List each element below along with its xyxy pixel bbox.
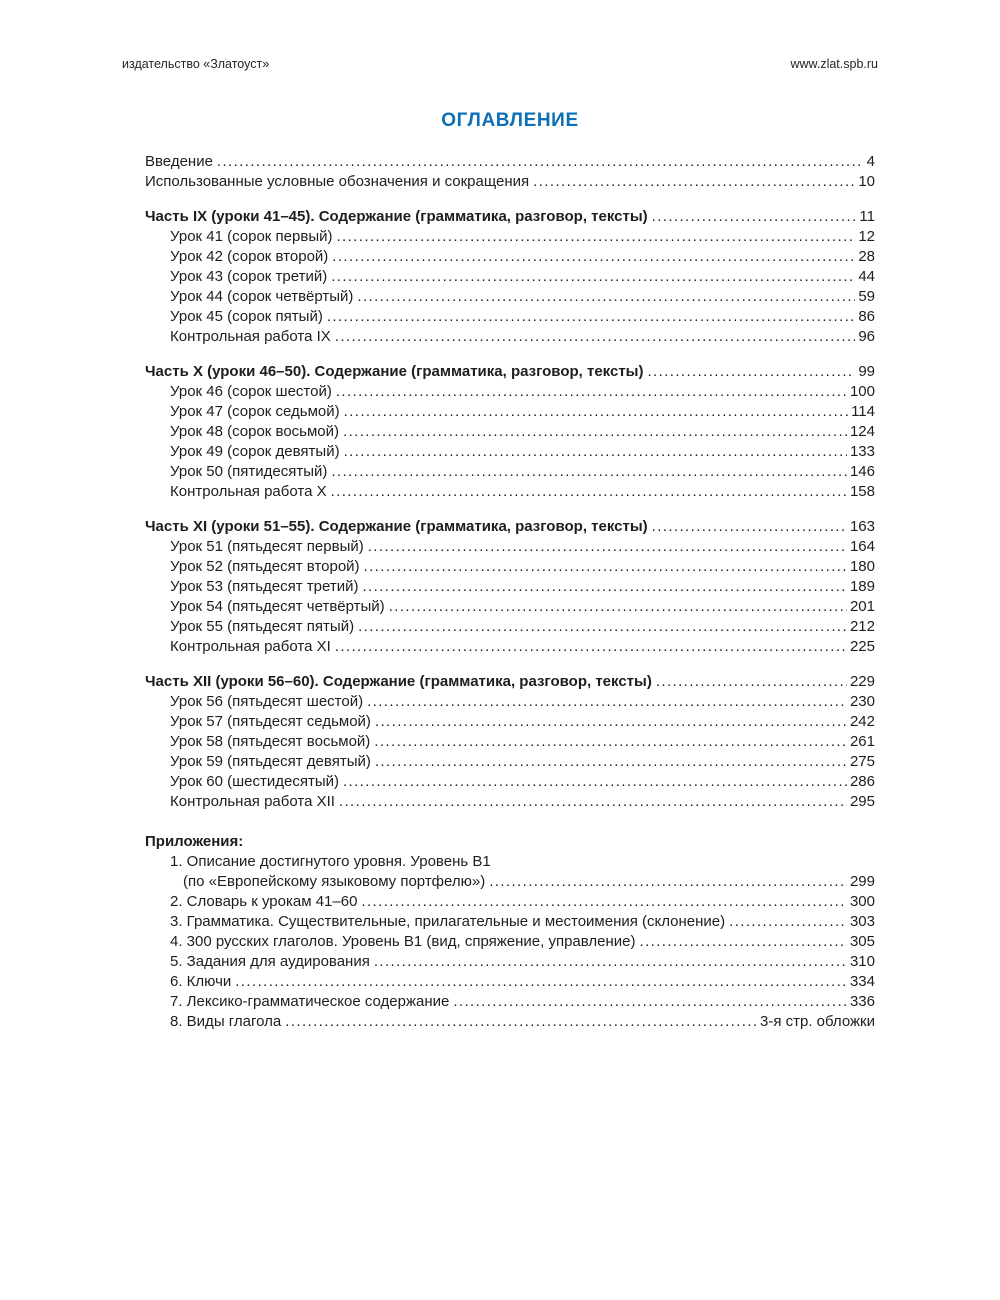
toc-lesson-row — [145, 307, 875, 327]
toc-page-number: 114 — [851, 403, 875, 420]
toc-dot-leader — [729, 912, 847, 932]
appendix-item-wrap-row — [145, 872, 875, 892]
toc-lesson-row — [145, 422, 875, 442]
toc-entry-label: Урок 47 (сорок седьмой) — [170, 403, 340, 420]
toc-page-number: 299 — [849, 873, 875, 890]
toc-page-number: 146 — [849, 463, 875, 480]
toc-dot-leader — [656, 672, 847, 692]
toc-entry-label: Урок 54 (пятьдесят четвёртый) — [170, 598, 385, 615]
toc-entry-label: 4. 300 русских глаголов. Уровень B1 (вид, спряжение, управление) — [170, 933, 636, 950]
toc-section — [145, 672, 875, 812]
appendix-item-row — [145, 1012, 875, 1032]
page-header — [122, 57, 878, 71]
toc-lesson-row — [145, 712, 875, 732]
toc-entry-label: Урок 45 (сорок пятый) — [170, 308, 323, 325]
toc-page-number: 310 — [849, 953, 875, 970]
toc-lesson-row — [145, 637, 875, 657]
toc-entry-label: Часть IX (уроки 41–45). Содержание (грамматика, разговор, тексты) — [145, 208, 648, 225]
toc-page-number: 59 — [858, 288, 875, 305]
toc-dot-leader — [235, 972, 847, 992]
toc-dot-leader — [285, 1012, 757, 1032]
toc-page-number: 189 — [849, 578, 875, 595]
toc-lesson-row — [145, 792, 875, 812]
toc-page-number: 4 — [866, 153, 875, 170]
appendix-item-row — [145, 952, 875, 972]
appendix-item-row — [145, 892, 875, 912]
toc-page-number: 164 — [849, 538, 875, 555]
toc-page-number: 229 — [849, 673, 875, 690]
toc-dot-leader — [344, 402, 848, 422]
toc-front-row — [145, 172, 875, 192]
toc-page-number: 261 — [849, 733, 875, 750]
toc-entry-label: Контрольная работа X — [170, 483, 327, 500]
toc-lesson-row — [145, 442, 875, 462]
toc-entry-label: Часть XII (уроки 56–60). Содержание (грамматика, разговор, тексты) — [145, 673, 652, 690]
toc-page-number: 86 — [858, 308, 875, 325]
toc-dot-leader — [217, 152, 864, 172]
toc-page-number: 100 — [849, 383, 875, 400]
toc-page-number: 212 — [849, 618, 875, 635]
toc-dot-leader — [374, 952, 847, 972]
toc-entry-label: Урок 46 (сорок шестой) — [170, 383, 332, 400]
toc-lesson-row — [145, 732, 875, 752]
toc-dot-leader — [533, 172, 855, 192]
appendix-heading: Приложения: — [145, 833, 244, 850]
toc-lesson-row — [145, 382, 875, 402]
toc-dot-leader — [336, 227, 855, 247]
toc-section-heading-row — [145, 517, 875, 537]
toc-entry-label: Урок 57 (пятьдесят седьмой) — [170, 713, 371, 730]
toc-entry-label: Урок 49 (сорок девятый) — [170, 443, 340, 460]
toc-page-number: 242 — [849, 713, 875, 730]
toc-page-number: 180 — [849, 558, 875, 575]
toc-entry-label: Урок 56 (пятьдесят шестой) — [170, 693, 364, 710]
toc-dot-leader — [652, 207, 857, 227]
toc-entry-label: Урок 42 (сорок второй) — [170, 248, 329, 265]
appendix-block — [145, 832, 875, 1032]
toc-page-number: 201 — [849, 598, 875, 615]
toc-dot-leader — [361, 892, 847, 912]
toc-entry-label: Урок 58 (пятьдесят восьмой) — [170, 733, 371, 750]
toc-page-number: 163 — [849, 518, 875, 535]
appendix-item-row — [145, 912, 875, 932]
toc-dot-leader — [343, 772, 847, 792]
toc-dot-leader — [339, 792, 847, 812]
toc-entry-label: Урок 41 (сорок первый) — [170, 228, 333, 245]
toc-entry-label: Урок 43 (сорок третий) — [170, 268, 328, 285]
toc-dot-leader — [364, 557, 847, 577]
toc-dot-leader — [489, 872, 847, 892]
appendix-item-row — [145, 992, 875, 1012]
toc-lesson-row — [145, 772, 875, 792]
toc-lesson-row — [145, 597, 875, 617]
toc-page-number: 158 — [849, 483, 875, 500]
toc-entry-label: Урок 50 (пятидесятый) — [170, 463, 328, 480]
toc-page-number: 225 — [849, 638, 875, 655]
toc-page-number: 305 — [849, 933, 875, 950]
toc-entry-label: Урок 51 (пятьдесят первый) — [170, 538, 364, 555]
toc-dot-leader — [453, 992, 847, 1012]
toc-lesson-row — [145, 462, 875, 482]
toc-section — [145, 207, 875, 347]
publisher-label: издательство «Златоуст» — [122, 57, 270, 71]
toc-dot-leader — [332, 247, 855, 267]
toc-dot-leader — [335, 327, 856, 347]
toc-dot-leader — [343, 422, 847, 442]
toc-front-row — [145, 152, 875, 172]
toc-lesson-row — [145, 287, 875, 307]
toc-page-number: 295 — [849, 793, 875, 810]
toc-lesson-row — [145, 482, 875, 502]
toc-page-number: 303 — [849, 913, 875, 930]
appendix-item-row — [145, 852, 875, 872]
toc-lesson-row — [145, 617, 875, 637]
toc-dot-leader — [344, 442, 847, 462]
toc-entry-label: Контрольная работа XII — [170, 793, 335, 810]
website-label: www.zlat.spb.ru — [790, 57, 878, 71]
toc-entry-label: Урок 44 (сорок четвёртый) — [170, 288, 354, 305]
toc-page-number: 96 — [858, 328, 875, 345]
toc-lesson-row — [145, 752, 875, 772]
toc-entry-label: Урок 53 (пятьдесят третий) — [170, 578, 359, 595]
toc-entry-label: Часть X (уроки 46–50). Содержание (грамматика, разговор, тексты) — [145, 363, 644, 380]
toc-content — [145, 152, 875, 1032]
toc-dot-leader — [327, 307, 856, 327]
toc-dot-leader — [374, 732, 847, 752]
toc-section-heading-row — [145, 362, 875, 382]
toc-entry-label: 6. Ключи — [170, 973, 232, 990]
toc-sections — [145, 207, 875, 812]
toc-entry-label: 2. Словарь к урокам 41–60 — [170, 893, 358, 910]
toc-page-number: 133 — [849, 443, 875, 460]
toc-page-number: 230 — [849, 693, 875, 710]
toc-entry-label: 7. Лексико-грамматическое содержание — [170, 993, 450, 1010]
toc-dot-leader — [331, 482, 847, 502]
toc-entry-label: (по «Европейскому языковому портфелю») — [183, 873, 486, 890]
toc-lesson-row — [145, 227, 875, 247]
toc-dot-leader — [389, 597, 847, 617]
toc-dot-leader — [367, 692, 847, 712]
toc-entry-label: 3. Грамматика. Существительные, прилагательные и местоимения (склонение) — [170, 913, 726, 930]
page-title: ОГЛАВЛЕНИЕ — [441, 110, 579, 131]
toc-entry-label: 8. Виды глагола — [170, 1013, 282, 1030]
toc-dot-leader — [358, 617, 847, 637]
toc-dot-leader — [331, 267, 855, 287]
toc-lesson-row — [145, 402, 875, 422]
toc-lesson-row — [145, 692, 875, 712]
toc-dot-leader — [375, 752, 847, 772]
toc-dot-leader — [368, 537, 847, 557]
toc-page-number: 336 — [849, 993, 875, 1010]
toc-page-number: 28 — [858, 248, 875, 265]
toc-dot-leader — [331, 462, 847, 482]
toc-page-number: 286 — [849, 773, 875, 790]
toc-entry-label: Урок 59 (пятьдесят девятый) — [170, 753, 371, 770]
toc-entry-label: Контрольная работа XI — [170, 638, 331, 655]
toc-dot-leader — [335, 637, 847, 657]
toc-entry-label: Урок 52 (пятьдесят второй) — [170, 558, 360, 575]
appendix-item-row — [145, 932, 875, 952]
toc-entry-label: Контрольная работа IX — [170, 328, 331, 345]
toc-entry-label: 1. Описание достигнутого уровня. Уровень B1 — [170, 853, 491, 870]
toc-dot-leader — [362, 577, 846, 597]
toc-entry-label: Часть XI (уроки 51–55). Содержание (грамматика, разговор, тексты) — [145, 518, 648, 535]
toc-dot-leader — [640, 932, 847, 952]
toc-page-number: 3-я стр. обложки — [759, 1013, 875, 1030]
toc-dot-leader — [647, 362, 855, 382]
toc-lesson-row — [145, 327, 875, 347]
toc-page-number: 124 — [849, 423, 875, 440]
toc-section — [145, 362, 875, 502]
front-entries — [145, 152, 875, 192]
appendix-item-row — [145, 972, 875, 992]
toc-entry-label: Урок 55 (пятьдесят пятый) — [170, 618, 355, 635]
toc-entry-label: Введение — [145, 153, 213, 170]
toc-dot-leader — [375, 712, 847, 732]
toc-entry-label: Использованные условные обозначения и сокращения — [145, 173, 530, 190]
toc-lesson-row — [145, 557, 875, 577]
toc-section — [145, 517, 875, 657]
toc-lesson-row — [145, 577, 875, 597]
toc-dot-leader — [652, 517, 847, 537]
toc-entry-label: Урок 60 (шестидесятый) — [170, 773, 339, 790]
toc-entry-label: 5. Задания для аудирования — [170, 953, 370, 970]
toc-page-number: 44 — [858, 268, 875, 285]
toc-lesson-row — [145, 537, 875, 557]
toc-dot-leader — [336, 382, 847, 402]
toc-page-number: 12 — [858, 228, 875, 245]
toc-page-number: 334 — [849, 973, 875, 990]
toc-page-number: 275 — [849, 753, 875, 770]
toc-page-number: 10 — [858, 173, 875, 190]
appendix-entries — [145, 852, 875, 1032]
toc-entry-label: Урок 48 (сорок восьмой) — [170, 423, 340, 440]
toc-dot-leader — [357, 287, 855, 307]
toc-lesson-row — [145, 247, 875, 267]
toc-page-number: 11 — [859, 208, 875, 225]
toc-page-number: 99 — [858, 363, 875, 380]
toc-page-number: 300 — [849, 893, 875, 910]
toc-section-heading-row — [145, 207, 875, 227]
toc-section-heading-row — [145, 672, 875, 692]
toc-lesson-row — [145, 267, 875, 287]
